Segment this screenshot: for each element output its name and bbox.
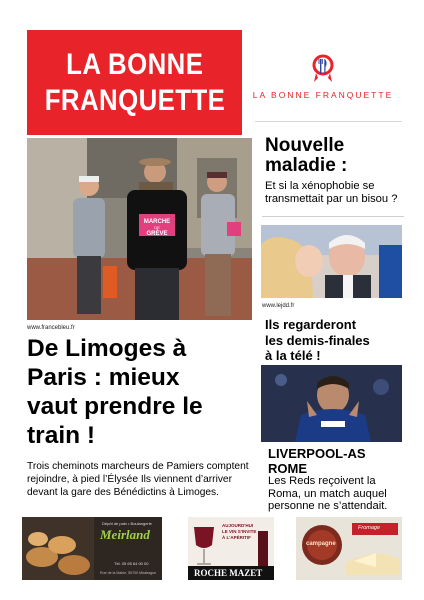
- roche-mazet-headline-1: AUJOURD'HUI: [222, 523, 254, 528]
- fork-knife-emblem-icon: [310, 54, 336, 84]
- main-headline[interactable]: [27, 334, 252, 450]
- right-story-3-headline-line-1: LIVERPOOL-AS: [268, 446, 366, 461]
- meirland-brand: Meirland: [100, 527, 150, 542]
- campagne-label: Fromage: [358, 525, 381, 531]
- cheese-image: [296, 517, 402, 580]
- roche-mazet-headline-2: LE VIN S'INVITE: [222, 529, 257, 534]
- campagne-brand: campagne: [306, 541, 336, 547]
- right-story-1-headline[interactable]: [265, 136, 410, 176]
- right-story-1-deck: Et si la xénophobie se transmettait par un bisou ?: [265, 180, 398, 205]
- masthead[interactable]: [27, 30, 242, 135]
- masthead-line-2: FRANQUETTE: [44, 83, 225, 117]
- right-story-2-photo[interactable]: [261, 365, 402, 442]
- right-story-1-photo[interactable]: [261, 225, 402, 298]
- right-story-1-headline-line-2: maladie :: [265, 155, 348, 176]
- main-photo-illustration: [27, 138, 252, 320]
- main-photo-credit[interactable]: www.francebleu.fr: [27, 325, 75, 331]
- main-headline-line-1: De Limoges à: [27, 335, 187, 362]
- main-headline-line-3: vaut prendre le: [27, 393, 203, 420]
- main-story-photo[interactable]: [27, 138, 252, 320]
- right-story-2-headline-line-1: Ils regarderont: [265, 317, 357, 332]
- right-photo-1-illustration: [261, 225, 402, 298]
- right-story-3-headline-line-2: ROME: [268, 461, 307, 476]
- meirland-phone: Tél. 05 65 64 00 00: [114, 561, 149, 566]
- logo-text: LA BONNE FRANQUETTE: [252, 90, 394, 100]
- right-photo-1-credit[interactable]: www.lejdd.fr: [262, 303, 295, 309]
- right-story-3-deck: Les Reds reçoivent la Roma, un match auquel personne ne s’attendait.: [268, 475, 388, 512]
- brand-logo: [248, 30, 398, 135]
- masthead-divider: [255, 121, 402, 122]
- roche-mazet-brand: ROCHE MAZET: [194, 568, 263, 578]
- right-story-1-headline-line-1: Nouvelle: [265, 135, 345, 156]
- masthead-line-1: LA BONNE: [65, 47, 204, 81]
- right-story-2-headline-line-2: les demis-finales: [265, 332, 370, 348]
- shirt-text-2: DE: [154, 225, 160, 230]
- main-headline-line-2: Paris : mieux: [27, 364, 180, 391]
- shirt-text-3: GRÈVE: [146, 231, 168, 237]
- main-lede: Trois cheminots marcheurs de Pamiers comptent rejoindre, à pied l’Élysée Ils viennent d’arriver devant la gare des Bénédictins à Limoges.: [27, 461, 249, 498]
- right-story-2-headline[interactable]: [265, 317, 410, 364]
- right-column-divider: [262, 216, 404, 217]
- right-story-3-headline[interactable]: [268, 446, 408, 476]
- ad-campagne[interactable]: [296, 517, 402, 580]
- meirland-tagline: Dépôt de pain • Boulangerie: [102, 521, 152, 526]
- right-photo-2-illustration: [261, 365, 402, 442]
- roche-mazet-headline-3: À L'APÉRITIF: [222, 535, 251, 540]
- ad-roche-mazet[interactable]: [188, 517, 274, 580]
- meirland-address: Rue de la Mairie, 55700 Mirabague: [100, 571, 157, 575]
- ad-meirland[interactable]: [22, 517, 162, 580]
- main-headline-line-4: train !: [27, 422, 96, 449]
- right-story-2-headline-line-3: à la télé !: [265, 348, 321, 363]
- shirt-text-1: MARCHE: [143, 219, 171, 225]
